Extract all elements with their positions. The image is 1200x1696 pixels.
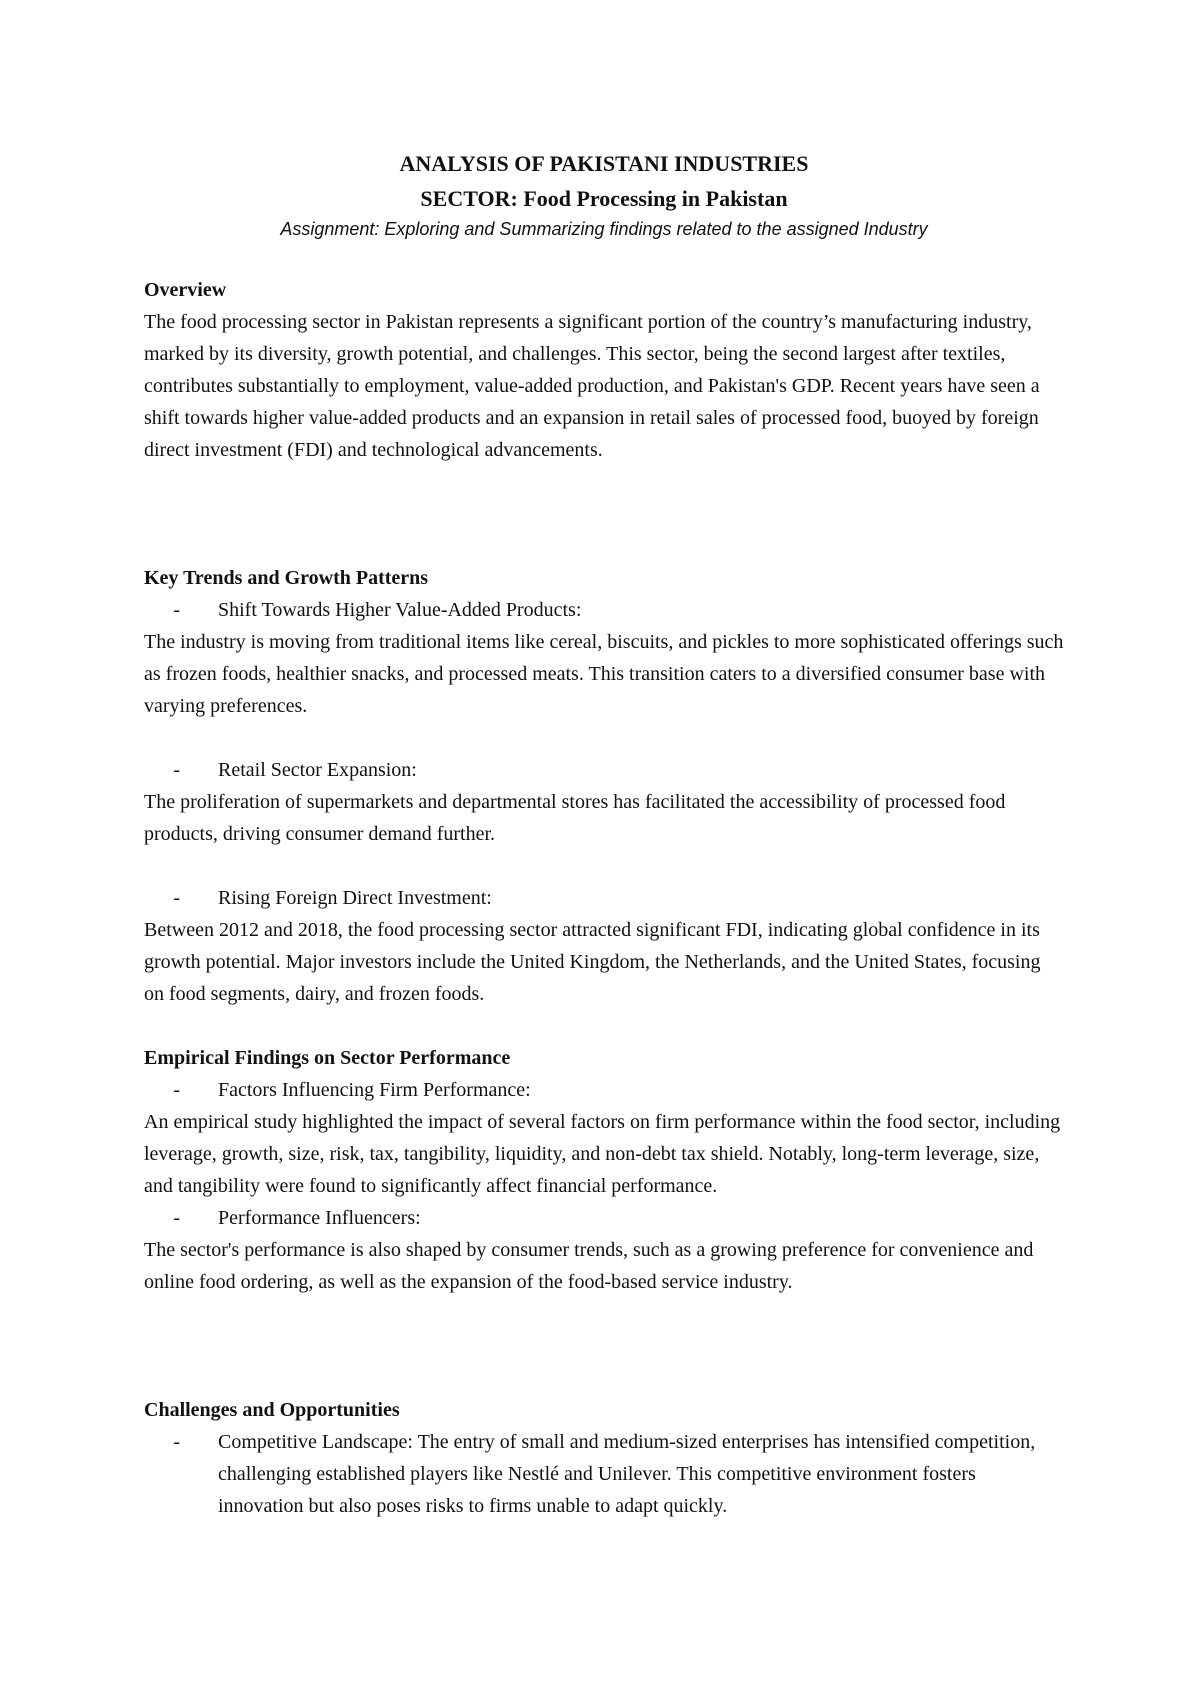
finding-label-factors: Factors Influencing Firm Performance: bbox=[218, 1079, 531, 1101]
bullet-dash: - bbox=[173, 887, 180, 909]
trend-label-retail: Retail Sector Expansion: bbox=[218, 759, 417, 781]
bullet-dash: - bbox=[173, 1079, 180, 1101]
challenges-heading: Challenges and Opportunities bbox=[144, 1399, 400, 1421]
list-item bbox=[144, 594, 1064, 626]
finding-body-influencers: The sector's performance is also shaped by consumer trends, such as a growing preference for convenience and online food ordering, as well as the expansion of the food-based service industry. bbox=[144, 1239, 1034, 1293]
bullet-dash: - bbox=[173, 1207, 180, 1229]
list-item bbox=[144, 754, 1064, 786]
assignment-subtitle: Assignment: Exploring and Summarizing findings related to the assigned Industry bbox=[280, 219, 928, 239]
bullet-dash: - bbox=[173, 599, 180, 621]
title-block bbox=[144, 146, 1064, 244]
trend-label-fdi: Rising Foreign Direct Investment: bbox=[218, 887, 492, 909]
sector-title: SECTOR: Food Processing in Pakistan bbox=[420, 186, 788, 211]
overview-paragraph: The food processing sector in Pakistan represents a significant portion of the country’s manufacturing industry, marked by its diversity, growth potential, and challenges. This sector, being the second largest after textiles, contributes substantially to employment, value-added production, and Pakistan's GDP. Recent years have seen a shift towards higher value-added products and an expansion in retail sales of processed food, buoyed by foreign direct investment (FDI) and technological advancements. bbox=[144, 311, 1040, 461]
list-item bbox=[144, 1202, 1064, 1234]
empirical-findings-heading: Empirical Findings on Sector Performance bbox=[144, 1047, 511, 1069]
list-item bbox=[144, 1426, 1064, 1522]
key-trends-heading: Key Trends and Growth Patterns bbox=[144, 567, 429, 589]
document-title: ANALYSIS OF PAKISTANI INDUSTRIES bbox=[399, 151, 809, 176]
finding-body-factors: An empirical study highlighted the impact of several factors on firm performance within the food sector, including leverage, growth, size, risk, tax, tangibility, liquidity, and non-debt tax shield. Notably, long-term leverage, size, and tangibility were found to significantly affect financial performance. bbox=[144, 1111, 1061, 1197]
bullet-dash: - bbox=[173, 759, 180, 781]
challenge-competitive-landscape: Competitive Landscape: The entry of small and medium-sized enterprises has intensified competition, challenging established players like Nestlé and Unilever. This competitive environment fosters innovation but also poses risks to firms unable to adapt quickly. bbox=[218, 1431, 1036, 1517]
key-trends-section bbox=[144, 562, 1064, 1010]
list-item bbox=[144, 882, 1064, 914]
bullet-dash: - bbox=[173, 1431, 180, 1453]
challenges-section bbox=[144, 1394, 1064, 1522]
finding-label-influencers: Performance Influencers: bbox=[218, 1207, 421, 1229]
list-item bbox=[144, 1074, 1064, 1106]
trend-label-value-added: Shift Towards Higher Value-Added Products: bbox=[218, 599, 582, 621]
trend-body-fdi: Between 2012 and 2018, the food processing sector attracted significant FDI, indicating global confidence in its growth potential. Major investors include the United Kingdom, the Netherlands, and the United States, focusing on food segments, dairy, and frozen foods. bbox=[144, 919, 1041, 1005]
overview-heading: Overview bbox=[144, 279, 227, 301]
trend-body-value-added: The industry is moving from traditional items like cereal, biscuits, and pickles to more sophisticated offerings such as frozen foods, healthier snacks, and processed meats. This transition caters to a diversified consumer base with varying preferences. bbox=[144, 631, 1064, 717]
trend-body-retail: The proliferation of supermarkets and departmental stores has facilitated the accessibility of processed food products, driving consumer demand further. bbox=[144, 791, 1006, 845]
empirical-findings-section bbox=[144, 1042, 1064, 1298]
overview-section bbox=[144, 274, 1064, 466]
